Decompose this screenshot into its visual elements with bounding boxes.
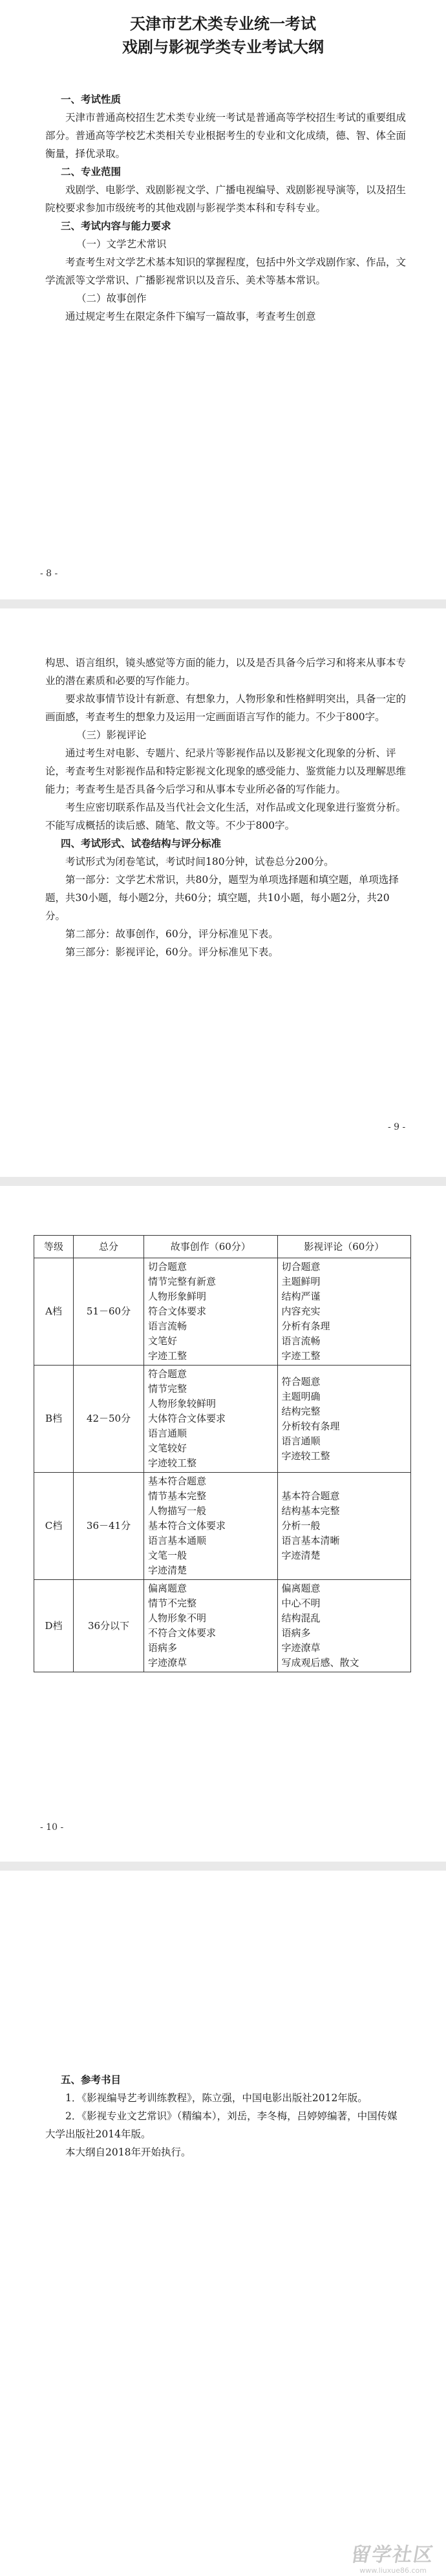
review-criteria [277,1258,411,1366]
page-4 [0,1871,446,2576]
paragraph: 本大纲自2018年开始执行。 [65,2146,191,2158]
criterion: 字迹潦草 [148,1657,187,1668]
subsection-heading: （一）文学艺术常识 [76,238,167,250]
table-header-row [34,1236,411,1258]
page-number: - 10 - [40,1822,64,1833]
criterion: 主题鲜明 [281,1276,321,1287]
criterion: 字迹工整 [148,1350,187,1362]
table-header: 故事创作（60分） [144,1236,278,1258]
criterion: 偏离题意 [148,1583,187,1594]
watermark-logo: 留学社区 [349,2544,436,2566]
criterion: 基本符合题意 [148,1475,207,1487]
criterion: 主题明确 [281,1390,321,1402]
paragraph: 通过考生对电影、专题片、纪录片等影视作品以及影视文化现象的分析、评论，考查考生对影视作品和特定影视文化现象的感受能力、鉴赏能力以及理解思维能力；考查考生是否具备今后学习和从事本专业所必备的写作能力。 [45,747,407,795]
score-cell: 42－50分 [74,1366,144,1473]
criterion: 符合题意 [148,1368,187,1380]
paragraph: 天津市普通高校招生艺术类专业统一考试是普通高等学校招生考试的重要组成部分。普通高等学校艺术类相关专业根据考生的专业和文化成绩，德、智、体全面衡量，择优录取。 [45,112,407,160]
criterion: 中心不明 [281,1597,321,1609]
page-separator [0,1862,446,1871]
subsection-heading: （三）影视评论 [76,729,147,741]
criterion: 语言通顺 [281,1435,321,1447]
paragraph: 考查考生对文学艺术基本知识的掌握程度，包括中外文学戏剧作家、作品，文学流派等文学常识、广播影视常识以及音乐、美术等基本常识。 [45,256,407,286]
paragraph: 戏剧学、电影学、戏剧影视文学、广播电视编导、戏剧影视导演等，以及招生院校要求参加市级统考的其他戏剧与影视学类本科和专科专业。 [45,184,407,214]
section-heading: 五、参考书目 [61,2073,122,2086]
table-header: 等级 [34,1236,74,1258]
table-row [34,1366,411,1473]
score-cell: 36分以下 [74,1580,144,1672]
page-2 [0,608,446,1177]
grade-cell: A档 [34,1258,74,1366]
paragraph: 第二部分：故事创作，60分，评分标准见下表。 [65,928,279,940]
criterion: 结构严谨 [281,1291,321,1302]
criterion: 文笔较好 [148,1442,187,1454]
criterion: 人物形象较鲜明 [148,1398,217,1409]
criterion: 语病多 [148,1642,178,1654]
table-row [34,1258,411,1366]
review-criteria [277,1580,411,1672]
criterion: 切合题意 [281,1261,321,1272]
paragraph: 通过规定考生在限定条件下编写一篇故事，考查考生创意 [65,311,316,322]
table-header: 影视评论（60分） [277,1236,411,1258]
paragraph: 第三部分：影视评论，60分。评分标准见下表。 [65,946,279,958]
criterion: 字迹清楚 [281,1550,321,1561]
criterion: 语言基本清晰 [281,1535,340,1546]
doc-title-line1: 天津市艺术类专业统一考试 [130,14,316,33]
page1-body [45,90,407,326]
paragraph: 考试形式为闭卷笔试，考试时间180分钟，试卷总分200分。 [65,856,334,867]
score-cell: 36－41分 [74,1473,144,1580]
story-criteria [144,1580,278,1672]
story-criteria [144,1366,278,1473]
section-heading: 一、考试性质 [61,93,122,105]
criterion: 基本符合题意 [281,1490,340,1502]
story-criteria [144,1258,278,1366]
page2-body [45,654,407,961]
page4-body [45,2071,407,2161]
story-criteria [144,1473,278,1580]
criterion: 语言流畅 [281,1335,321,1347]
criterion: 分析有条理 [281,1320,330,1332]
section-heading: 三、考试内容与能力要求 [61,220,171,232]
criterion: 符合题意 [281,1375,321,1387]
paragraph: 第一部分：文学艺术常识，共80分，题型为单项选择题和填空题，单项选择题，共30小题，每小题2分，共60分；填空题，共10小题，每小题2分，共20分。 [45,874,399,922]
criterion: 分析较有条理 [281,1420,340,1432]
criterion: 情节完整 [148,1383,187,1395]
page-separator [0,1177,446,1186]
criterion: 情节基本完整 [148,1490,207,1502]
criterion: 结构基本完整 [281,1505,340,1517]
table-row [34,1473,411,1580]
criterion: 语言流畅 [148,1320,187,1332]
criterion: 情节不完整 [148,1597,197,1609]
criterion: 大体符合文体要求 [148,1413,226,1424]
page-number: - 8 - [40,568,58,579]
criterion: 字迹较工整 [281,1449,330,1462]
reference-item: 1．《影视编导艺考训练教程》，陈立强，中国电影出版社2012年版。 [65,2092,368,2104]
page-separator [0,599,446,608]
score-cell: 51－60分 [74,1258,144,1366]
watermark-domain: www.liuxue86.com [359,2566,427,2575]
grade-cell: B档 [34,1366,74,1473]
table-header: 总分 [74,1236,144,1258]
grade-cell: C档 [34,1473,74,1580]
grade-cell: D档 [34,1580,74,1672]
paragraph: 构思、语言组织，镜头感觉等方面的能力，以及是否具备今后学习和将来从事本专业的潜在素质和必要的写作能力。 [45,657,407,687]
review-criteria [277,1366,411,1473]
subsection-heading: （二）故事创作 [76,293,147,304]
criterion: 人物形象不明 [148,1612,207,1624]
page-number: - 9 - [388,1122,406,1132]
criterion: 人物描写一般 [148,1505,207,1517]
section-heading: 四、考试形式、试卷结构与评分标准 [61,837,222,849]
page-1 [0,0,446,599]
criterion: 写成观后感、散文 [281,1657,359,1668]
review-criteria [277,1473,411,1580]
criterion: 结构完整 [281,1405,321,1417]
criterion: 人物形象鲜明 [148,1291,207,1302]
paragraph: 要求故事情节设计有新意、有想象力，人物形象和性格鲜明突出，具备一定的画面感，考查考生的想象力及运用一定画面语言写作的能力。不少于800字。 [45,693,407,723]
table-row [34,1580,411,1672]
grading-table [34,1235,411,1672]
criterion: 语病多 [281,1627,311,1639]
criterion: 字迹工整 [281,1350,321,1362]
doc-title-line2: 戏剧与影视学类专业考试大纲 [122,37,324,56]
criterion: 内容充实 [281,1305,321,1317]
criterion: 语言基本通顺 [148,1535,207,1546]
criterion: 字迹清楚 [148,1564,187,1576]
criterion: 文笔一般 [148,1550,187,1561]
criterion: 基本符合文体要求 [148,1520,226,1532]
criterion: 字迹较工整 [148,1457,197,1469]
criterion: 语言通顺 [148,1428,187,1439]
criterion: 文笔好 [148,1335,178,1347]
criterion: 情节完整有新意 [148,1276,217,1287]
paragraph: 考生应密切联系作品及当代社会文化生活，对作品或文化现象进行鉴赏分析。不能写成概括的读后感、随笔、散文等。不少于800字。 [45,802,407,831]
criterion: 符合文体要求 [148,1305,207,1317]
criterion: 分析一般 [281,1520,321,1532]
reference-item: 2．《影视专业文艺常识》（精编本），刘岳，李冬梅，吕婷婷编著，中国传媒大学出版社2014年版。 [45,2110,398,2140]
section-heading: 二、专业范围 [61,165,122,178]
criterion: 不符合文体要求 [148,1627,217,1639]
criterion: 字迹潦草 [281,1642,321,1654]
criterion: 切合题意 [148,1261,187,1272]
criterion: 结构混乱 [281,1612,321,1624]
criterion: 偏离题意 [281,1583,321,1594]
